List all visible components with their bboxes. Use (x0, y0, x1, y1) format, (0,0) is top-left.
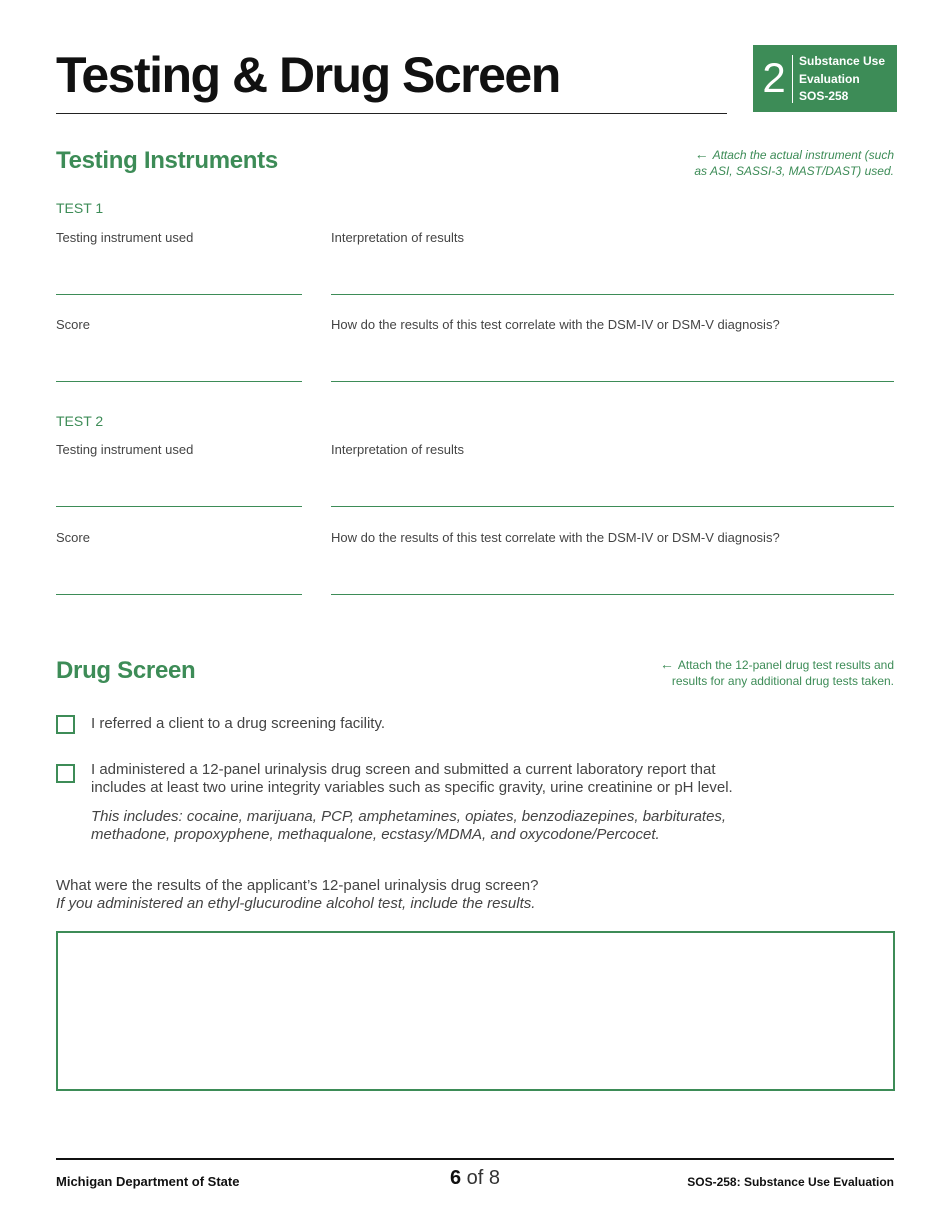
test-1-label: TEST 1 (56, 200, 104, 216)
test-2-score-label: Score (56, 530, 90, 545)
drug-note-line-2: results for any additional drug tests taken. (671, 674, 894, 688)
includes-line-1: This includes: cocaine, marijuana, PCP, amphetamines, opiates, benzodiazepines, barbiturates, (91, 808, 727, 825)
testing-attach-note (694, 146, 894, 179)
section-badge (753, 45, 897, 112)
test-2-correlation-label: How do the results of this test correlate with the DSM-IV or DSM-V diagnosis? (331, 530, 780, 545)
test-1-interpretation-label: Interpretation of results (331, 230, 464, 245)
test-1-correlation-label: How do the results of this test correlate with the DSM-IV or DSM-V diagnosis? (331, 317, 780, 332)
section-number: 2 (762, 54, 786, 101)
referred-checkbox[interactable] (56, 715, 75, 734)
badge-line-2: Evaluation (799, 71, 860, 86)
test-1-interpretation-field[interactable] (331, 294, 894, 295)
test-1-instrument-field[interactable] (56, 294, 302, 295)
badge-line-1: Substance Use (799, 54, 886, 68)
test-2-label: TEST 2 (56, 413, 104, 429)
drug-note-line-1: Attach the 12-panel drug test results and (677, 658, 894, 672)
arrow-left-icon: ← (694, 146, 709, 162)
administered-checkbox[interactable] (56, 764, 75, 783)
badge-divider (792, 55, 793, 103)
administered-option-label (91, 761, 733, 797)
page-current: 6 (449, 1167, 462, 1189)
test-1-score-label: Score (56, 317, 90, 332)
test-2-instrument-field[interactable] (56, 506, 302, 507)
test-1-correlation-field[interactable] (331, 381, 894, 382)
includes-line-2: methadone, propoxyphene, methaqualone, ecstasy/MDMA, and oxycodone/Percocet. (91, 826, 660, 843)
test-2-interpretation-label: Interpretation of results (331, 442, 464, 457)
referred-option-label: I referred a client to a drug screening facility. (91, 715, 386, 732)
results-question (56, 877, 538, 913)
testing-instruments-heading: Testing Instruments (56, 147, 278, 174)
badge-line-3: SOS-258 (799, 89, 849, 103)
test-2-correlation-field[interactable] (331, 594, 894, 595)
footer-divider (56, 1158, 894, 1160)
test-1-score-field[interactable] (56, 381, 302, 382)
testing-note-line-1: Attach the actual instrument (such (712, 148, 894, 162)
drug-screen-results-field[interactable] (56, 931, 895, 1091)
badge-text (799, 53, 885, 106)
arrow-left-icon: ← (659, 656, 674, 672)
test-2-score-field[interactable] (56, 594, 302, 595)
testing-note-line-2: as ASI, SASSI-3, MAST/DAST) used. (694, 164, 894, 178)
test-2-instrument-label: Testing instrument used (56, 442, 194, 457)
results-question-text: What were the results of the applicant’s 12-panel urinalysis drug screen? (56, 877, 539, 894)
footer-form-name: SOS-258: Substance Use Evaluation (687, 1175, 894, 1189)
test-1-instrument-label: Testing instrument used (56, 230, 194, 245)
page-total: of 8 (466, 1167, 501, 1189)
administered-line-2: includes at least two urine integrity variables such as specific gravity, urine creatinine or pH level. (91, 779, 733, 796)
drug-screen-attach-note (660, 656, 894, 689)
results-question-note: If you administered an ethyl-glucurodine alcohol test, include the results. (56, 895, 536, 912)
includes-note (91, 808, 726, 844)
test-2-interpretation-field[interactable] (331, 506, 894, 507)
administered-line-1: I administered a 12-panel urinalysis drug screen and submitted a current laboratory report that (91, 761, 716, 778)
page-title: Testing & Drug Screen (56, 47, 560, 103)
title-divider (56, 113, 727, 114)
footer-department: Michigan Department of State (56, 1174, 240, 1189)
drug-screen-heading: Drug Screen (56, 657, 196, 684)
